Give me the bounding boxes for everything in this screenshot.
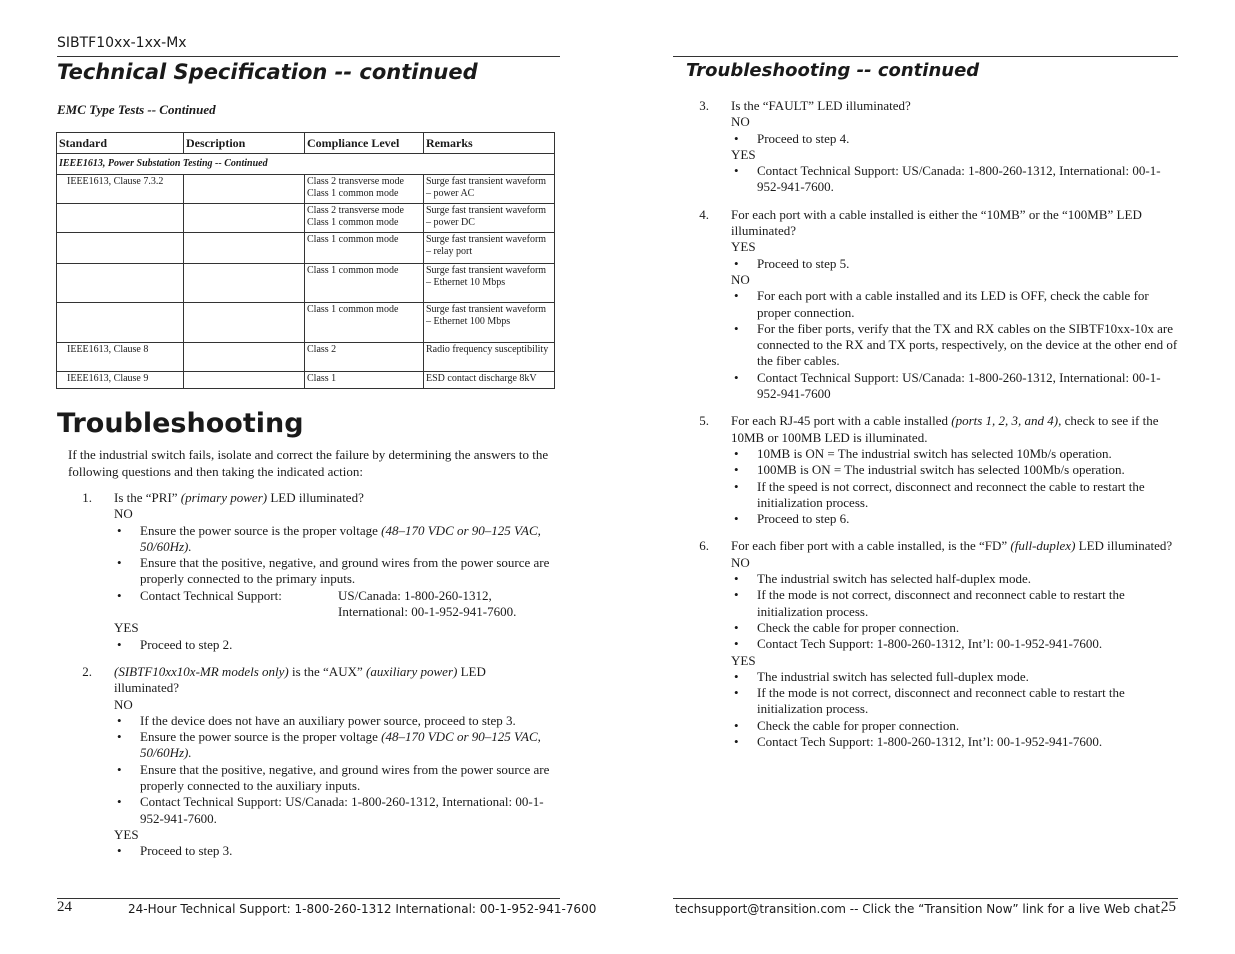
standard-cell: IEEE1613, Clause 9: [57, 372, 184, 389]
bullet-item: • Ensure the power source is the proper voltage (48–170 VDC or 90–125 VAC, 50/60Hz).: [114, 729, 554, 762]
bullet-item: • If the device does not have an auxiliary power source, proceed to step 3.: [114, 713, 554, 729]
column-header: Description: [184, 133, 305, 154]
step-question: For each fiber port with a cable installed, is the “FD” (full-duplex) LED illuminated?: [731, 538, 1173, 554]
compliance-line: Class 1 common mode: [307, 304, 399, 315]
bullet-item: • 100MB is ON = The industrial switch has selected 100Mb/s operation.: [731, 462, 1181, 478]
footer-support-text: 24-Hour Technical Support: 1-800-260-1312 International: 00-1-952-941-7600: [128, 902, 597, 916]
compliance-cell: [305, 175, 424, 204]
bullet-item: • Ensure that the positive, negative, and ground wires from the power source are properly connected to the auxiliary inputs.: [114, 762, 554, 795]
bullet-item: • If the mode is not correct, disconnect and reconnect cable to restart the initialization process.: [731, 685, 1181, 718]
compliance-line: Class 1 common mode: [307, 265, 399, 276]
step-question: (SIBTF10xx10x-MR models only) is the “AUX” (auxiliary power) LED illuminated?: [114, 663, 486, 696]
compliance-line: Class 1 common mode: [307, 188, 399, 199]
compliance-cell: [305, 233, 424, 264]
table-row: [57, 303, 555, 343]
description-cell: [184, 233, 305, 264]
no-label: NO: [731, 271, 750, 287]
bullet-item: • 10MB is ON = The industrial switch has selected 10Mb/s operation.: [731, 446, 1181, 462]
page-number: 25: [1161, 899, 1176, 915]
right-steps: [699, 98, 1181, 761]
standard-cell: IEEE1613, Clause 7.3.2: [57, 175, 184, 204]
compliance-line: Class 2: [307, 344, 337, 355]
footer-email-text: techsupport@transition.com -- Click the “Transition Now” link for a live Web chat.: [675, 902, 1164, 916]
table-row: [57, 204, 555, 233]
compliance-cell: [305, 372, 424, 389]
header-rule: [673, 56, 1178, 57]
step-number: 6.: [699, 538, 709, 554]
yes-label: YES: [731, 652, 756, 668]
compliance-cell: [305, 343, 424, 372]
standard-cell: [57, 233, 184, 264]
contact-label: • Contact Technical Support:: [140, 587, 282, 603]
table-row: [57, 233, 555, 264]
standard-cell: [57, 204, 184, 233]
description-cell: [184, 175, 305, 204]
bullet-item: • Proceed to step 2.: [114, 637, 554, 653]
yes-label: YES: [114, 826, 139, 842]
bullet-item: • Contact Technical Support: US/Canada: 1-800-260-1312, International: 00-1-952-941-7600: [731, 370, 1181, 403]
compliance-line: Class 2 transverse mode: [307, 205, 404, 216]
remarks-cell: Surge fast transient waveform – relay port: [424, 233, 555, 264]
intro-paragraph: If the industrial switch fails, isolate and correct the failure by determining the answers to the following questions and then taking the indicated action:: [68, 447, 549, 479]
remarks-cell: Surge fast transient waveform – Ethernet 100 Mbps: [424, 303, 555, 343]
bullet-item: • Proceed to step 4.: [731, 131, 1181, 147]
bullet-item: • For the fiber ports, verify that the TX and RX cables on the SIBTF10xx-10x are connected to the RX and TX ports, respectively, on the device at the other end of the fiber cables.: [731, 321, 1181, 370]
compliance-cell: [305, 204, 424, 233]
subsection-title: EMC Type Tests -- Continued: [57, 102, 216, 117]
table-group-row: [57, 154, 555, 175]
table-header-row: [57, 133, 555, 154]
remarks-cell: Radio frequency susceptibility: [424, 343, 555, 372]
bullet-item: • Contact Tech Support: 1-800-260-1312, Int’l: 00-1-952-941-7600.: [731, 734, 1181, 750]
bullet-item: • Ensure the power source is the proper voltage (48–170 VDC or 90–125 VAC, 50/60Hz).: [114, 523, 554, 556]
step-question: For each port with a cable installed is either the “10MB” or the “100MB” LED illuminated?: [731, 206, 1142, 239]
column-header: Standard: [57, 133, 184, 154]
description-cell: [184, 343, 305, 372]
bullet-item: • Contact Technical Support: US/Canada: 1-800-260-1312, International: 00-1-952-941-7600.: [114, 794, 554, 827]
standard-cell: [57, 264, 184, 303]
step-2: [82, 663, 554, 860]
remarks-cell: ESD contact discharge 8kV: [424, 372, 555, 389]
bullet-item: • Check the cable for proper connection.: [731, 620, 1181, 636]
bullet-item: • Check the cable for proper connection.: [731, 718, 1181, 734]
no-label: NO: [114, 696, 133, 712]
group-label: IEEE1613, Power Substation Testing -- Continued: [57, 154, 555, 175]
remarks-cell: Surge fast transient waveform – Ethernet 10 Mbps: [424, 264, 555, 303]
remarks-cell: Surge fast transient waveform – power AC: [424, 175, 555, 204]
table-row: [57, 343, 555, 372]
bullet-item: • Contact Technical Support: US/Canada: 1-800-260-1312, International: 00-1-952-941-7600.: [731, 163, 1181, 196]
bullet-item: • Proceed to step 3.: [114, 843, 554, 859]
emc-table: [56, 132, 555, 389]
table-row: [57, 264, 555, 303]
column-header: Remarks: [424, 133, 555, 154]
step-3: [699, 98, 1181, 196]
remarks-cell: Surge fast transient waveform – power DC: [424, 204, 555, 233]
no-label: NO: [114, 506, 133, 522]
yes-label: YES: [731, 146, 756, 162]
bullet-item-contact: [114, 588, 554, 621]
left-steps: [82, 490, 554, 871]
document-id: SIBTF10xx-1xx-Mx: [57, 35, 187, 51]
standard-cell: IEEE1613, Clause 8: [57, 343, 184, 372]
bullet-item: • The industrial switch has selected half-duplex mode.: [731, 571, 1181, 587]
step-6: [699, 538, 1181, 750]
step-number: 1.: [82, 490, 92, 505]
step-question: Is the “PRI” (primary power) LED illuminated?: [114, 490, 364, 505]
page-number: 24: [57, 899, 72, 915]
no-label: NO: [731, 554, 750, 570]
compliance-line: Class 2 transverse mode: [307, 176, 404, 187]
description-cell: [184, 303, 305, 343]
section-title: Troubleshooting -- continued: [686, 60, 980, 81]
footer-rule: [673, 898, 1178, 899]
step-question: Is the “FAULT” LED illuminated?: [731, 98, 911, 113]
description-cell: [184, 372, 305, 389]
bullet-item: • Proceed to step 6.: [731, 511, 1181, 527]
compliance-line: Class 1 common mode: [307, 234, 399, 245]
step-number: 3.: [699, 98, 709, 113]
bullet-item: • If the speed is not correct, disconnect and reconnect the cable to restart the initialization process.: [731, 479, 1181, 512]
yes-label: YES: [731, 239, 756, 255]
table-row: [57, 175, 555, 204]
table-row: [57, 372, 555, 389]
step-number: 5.: [699, 413, 709, 429]
step-number: 4.: [699, 206, 709, 222]
footer-rule: [57, 898, 560, 899]
column-header: Compliance Level: [305, 133, 424, 154]
description-cell: [184, 204, 305, 233]
step-4: [699, 206, 1181, 403]
description-cell: [184, 264, 305, 303]
contact-numbers: US/Canada: 1-800-260-1312, International: 00-1-952-941-7600.: [338, 587, 517, 620]
bullet-item: • The industrial switch has selected full-duplex mode.: [731, 669, 1181, 685]
header-rule: [57, 56, 560, 57]
compliance-cell: [305, 303, 424, 343]
compliance-line: Class 1 common mode: [307, 217, 399, 228]
compliance-cell: [305, 264, 424, 303]
yes-label: YES: [114, 620, 139, 636]
bullet-item: • If the mode is not correct, disconnect and reconnect cable to restart the initialization process.: [731, 587, 1181, 620]
standard-cell: [57, 303, 184, 343]
bullet-item: • Proceed to step 5.: [731, 256, 1181, 272]
bullet-item: • Ensure that the positive, negative, and ground wires from the power source are properly connected to the primary inputs.: [114, 555, 554, 588]
troubleshooting-title: Troubleshooting: [57, 408, 304, 439]
step-1: [82, 490, 554, 653]
step-5: [699, 413, 1181, 527]
section-title: Technical Specification -- continued: [57, 60, 478, 84]
compliance-line: Class 1: [307, 373, 337, 384]
bullet-item: • Contact Tech Support: 1-800-260-1312, Int’l: 00-1-952-941-7600.: [731, 636, 1181, 652]
step-number: 2.: [82, 663, 92, 679]
step-question: For each RJ-45 port with a cable installed (ports 1, 2, 3, and 4), check to see if the 10MB or 100MB LED is illuminated.: [731, 413, 1159, 445]
no-label: NO: [731, 114, 750, 130]
bullet-item: • For each port with a cable installed and its LED is OFF, check the cable for proper connection.: [731, 288, 1181, 321]
